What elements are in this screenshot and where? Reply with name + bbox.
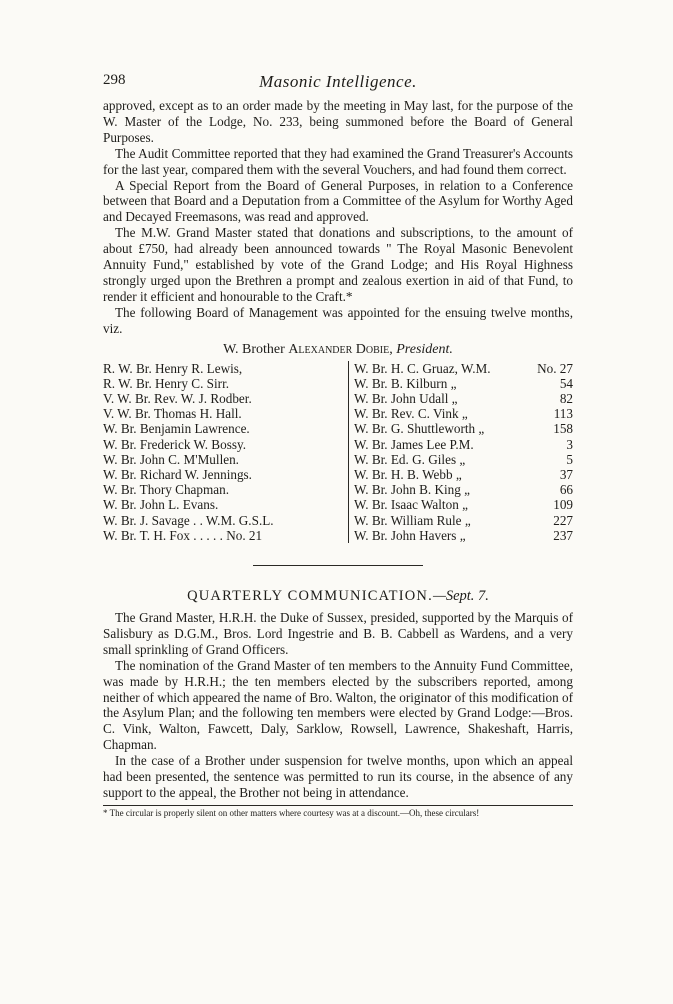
page — [103, 72, 573, 819]
member-row — [103, 513, 344, 528]
member-name: W. Br. J. Savage . . W.M. G.S.L. — [103, 512, 274, 528]
member-row — [103, 452, 344, 467]
members-left-column — [103, 361, 348, 543]
president-name: Alexander Dobie, — [288, 341, 393, 357]
member-row — [354, 528, 573, 543]
lodge-number: 82 — [559, 391, 573, 406]
member-name: W. Br. Isaac Walton „ — [354, 497, 468, 513]
lodge-number: 113 — [553, 406, 573, 422]
board-members — [103, 361, 573, 543]
member-row — [354, 513, 573, 528]
member-name: W. Br. John B. King „ — [354, 482, 471, 498]
member-name: W. Br. H. B. Webb „ — [354, 467, 462, 483]
member-row — [103, 467, 344, 482]
member-row — [354, 497, 573, 512]
member-name: W. Br. Rev. C. Vink „ — [354, 406, 468, 422]
paragraph: approved, except as to an order made by the meeting in May last, for the purpose of the W. Master of the Lodge, No. 233, being summoned before the Board of General Purposes. — [103, 98, 573, 145]
member-name: W. Br. Benjamin Lawrence. — [103, 421, 250, 437]
member-row — [354, 361, 573, 376]
member-name: W. Br. H. C. Gruaz, W.M. — [354, 360, 491, 376]
member-row — [354, 406, 573, 421]
lodge-number: 66 — [559, 482, 573, 498]
lodge-number: 158 — [553, 421, 573, 437]
member-name: R. W. Br. Henry C. Sirr. — [103, 375, 230, 391]
member-row — [354, 437, 573, 452]
member-row — [354, 482, 573, 497]
member-name: W. Br. John Udall „ — [354, 391, 458, 406]
member-row — [354, 421, 573, 436]
lodge-number: 227 — [553, 512, 573, 528]
lodge-number: 237 — [553, 527, 573, 543]
member-name: W. Br. William Rule „ — [354, 512, 471, 528]
lodge-number: 37 — [559, 467, 573, 483]
president-line — [103, 342, 573, 358]
member-name: W. Br. B. Kilburn „ — [354, 375, 457, 391]
member-name: W. Br. John C. M'Mullen. — [103, 451, 239, 467]
president-prefix: W. Brother — [223, 341, 285, 357]
member-row — [103, 482, 344, 497]
member-name: W. Br. Frederick W. Bossy. — [103, 436, 246, 452]
section-heading: QUARTERLY COMMUNICATION. — [187, 588, 433, 605]
section-title — [103, 588, 573, 605]
member-name: W. Br. G. Shuttleworth „ — [354, 421, 485, 437]
member-name: W. Br. Ed. G. Giles „ — [354, 451, 466, 467]
member-name: W. Br. Thory Chapman. — [103, 482, 230, 498]
member-row — [103, 361, 344, 376]
member-row — [354, 376, 573, 391]
member-name: W. Br. Richard W. Jennings. — [103, 467, 252, 483]
paragraph: A Special Report from the Board of General Purposes, in relation to a Conference between that Board and a Deputation from a Committee of the Asylum for Worthy Aged and Decayed Freemasons, was read and approved. — [103, 177, 573, 225]
lodge-number: 5 — [566, 451, 573, 467]
member-row — [103, 391, 344, 406]
section-date: —Sept. 7. — [432, 588, 489, 605]
members-right-column — [348, 361, 573, 543]
member-name: R. W. Br. Henry R. Lewis, — [103, 360, 243, 376]
lodge-number: 3 — [566, 436, 573, 452]
member-name: V. W. Br. Thomas H. Hall. — [103, 406, 242, 422]
footnote: * The circular is properly silent on other matters where courtesy was at a discount.—Oh, these circulars! — [103, 807, 480, 818]
section-divider — [253, 565, 423, 566]
paragraph: In the case of a Brother under suspension for twelve months, upon which an appeal had been presented, the sentence was permitted to run its course, in the absence of any support to the appeal, the Brother not being in attendance. — [103, 753, 573, 800]
member-name: W. Br. T. H. Fox . . . . . No. 21 — [103, 527, 263, 543]
paragraph: The Audit Committee reported that they had examined the Grand Treasurer's Accounts for the last year, compared them with the several Vouchers, and had found them correct. — [103, 145, 573, 177]
page-header — [103, 72, 573, 98]
member-row — [103, 421, 344, 436]
footnote-divider — [103, 805, 573, 806]
running-head: Masonic Intelligence. — [259, 72, 417, 91]
lodge-number: 54 — [559, 375, 573, 391]
page-number: 298 — [103, 72, 126, 88]
member-name: W. Br. James Lee P.M. — [354, 436, 474, 452]
member-row — [354, 391, 573, 406]
member-row — [103, 497, 344, 512]
member-row — [103, 528, 344, 543]
paragraph: The nomination of the Grand Master of ten members to the Annuity Fund Committee, was made by H.R.H.; the ten members elected by the subscribers reported, among neither of which appeared the name of Bro. Walton, the originator of this modification of the Asylum Plan; and the following ten members were elected by Grand Lodge:—Bros. C. Vink, Walton, Fawcett, Daly, Sarklow, Rowsell, Lawrence, Shakeshaft, Harris, Chapman. — [103, 657, 573, 753]
paragraph: The M.W. Grand Master stated that donations and subscriptions, to the amount of about £750, had already been announced towards " The Royal Masonic Benevolent Annuity Fund," established by vote of the Grand Lodge; and His Royal Highness strongly urged upon the Brethren a prompt and zealous exertion in aid of that Fund, to render it efficient and honourable to the Craft.* — [103, 225, 573, 304]
president-title: President. — [396, 341, 453, 357]
member-name: W. Br. John L. Evans. — [103, 497, 219, 513]
member-row — [354, 467, 573, 482]
lodge-number: No. 27 — [537, 360, 573, 376]
member-row — [103, 376, 344, 391]
paragraph: The Grand Master, H.R.H. the Duke of Sussex, presided, supported by the Marquis of Salisbury as D.G.M., Bros. Lord Ingestrie and B. B. Cabbell as Wardens, and a very small sprinkling of Grand Officers. — [103, 610, 573, 657]
paragraph: The following Board of Management was appointed for the ensuing twelve months, viz. — [103, 304, 573, 336]
member-row — [354, 452, 573, 467]
member-name: W. Br. John Havers „ — [354, 527, 466, 543]
member-name: V. W. Br. Rev. W. J. Rodber. — [103, 391, 252, 406]
lodge-number: 109 — [553, 497, 573, 513]
member-row — [103, 406, 344, 421]
member-row — [103, 437, 344, 452]
